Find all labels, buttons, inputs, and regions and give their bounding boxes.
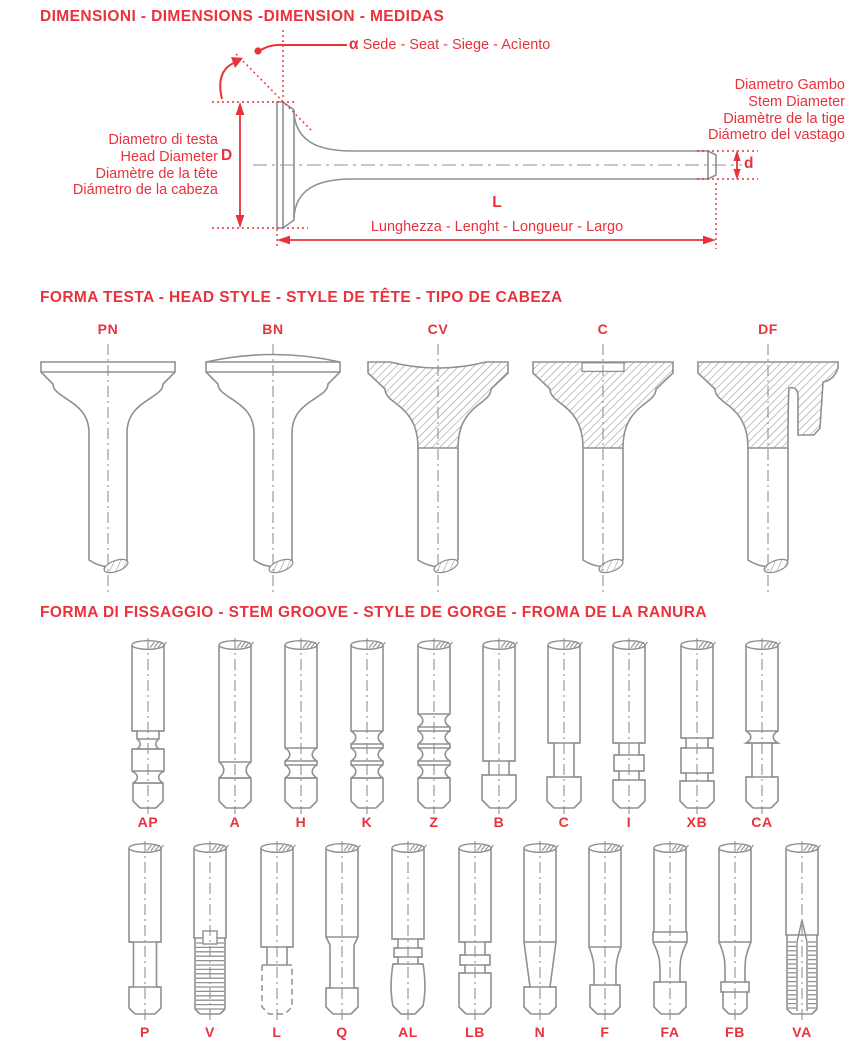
head-diameter-line-3: Diamètre de la tête (95, 165, 218, 182)
groove-label-va: VA (792, 1024, 812, 1040)
groove-label-v: V (205, 1024, 215, 1040)
groove-label-l: L (272, 1024, 282, 1040)
section-title-head-style: FORMA TESTA - HEAD STYLE - STYLE DE TÊTE - TIPO DE CABEZA (40, 289, 563, 306)
groove-label-ca: CA (751, 814, 773, 830)
groove-label-ap: AP (137, 814, 159, 830)
groove-label-lb: LB (465, 1024, 485, 1040)
seat-angle-text: Sede - Seat - Siege - Acìento (362, 37, 551, 53)
groove-label-i: I (626, 814, 632, 830)
seat-angle-arc-arrow (220, 62, 236, 99)
stem-groove-xb-drawing (680, 638, 716, 814)
stem-groove-row2-f-drawing (589, 841, 624, 1020)
groove-label-q: Q (336, 1024, 348, 1040)
stem-groove-row2-fa-drawing (653, 841, 689, 1020)
head-style-bn-drawing (206, 344, 340, 596)
stem-groove-row2-v-drawing (194, 841, 229, 1020)
groove-label-c: C (558, 814, 570, 830)
head-diameter-symbol: D (221, 147, 233, 164)
groove-label-p: P (140, 1024, 150, 1040)
head-style-label-cv: CV (427, 321, 449, 337)
groove-label-h: H (295, 814, 307, 830)
seat-angle-label (349, 37, 550, 54)
length-label: Lunghezza - Lenght - Longueur - Largo (370, 219, 624, 235)
stem-groove-h-drawing (285, 638, 320, 814)
stem-diameter-label (647, 77, 845, 144)
groove-label-al: AL (398, 1024, 418, 1040)
stem-groove-row2-q-drawing (326, 841, 361, 1020)
length-symbol: L (492, 194, 502, 211)
head-style-label-pn: PN (97, 321, 119, 337)
stem-groove-z-drawing (418, 638, 453, 814)
stem-groove-a-drawing (219, 638, 254, 814)
stem-groove-row2-lb-drawing (459, 841, 494, 1020)
head-style-df-drawing (698, 344, 838, 596)
groove-label-xb: XB (686, 814, 708, 830)
stem-groove-row2-p-drawing (129, 841, 164, 1020)
head-style-pn-drawing (41, 344, 175, 596)
head-diameter-label (18, 132, 218, 199)
stem-groove-row2-fb-drawing (719, 841, 754, 1020)
stem-groove-row2-va-drawing (786, 841, 821, 1020)
head-diameter-line-1: Diametro di testa (108, 132, 218, 148)
stem-groove-b-drawing (482, 638, 518, 814)
stem-diameter-symbol: d (744, 155, 754, 172)
head-diameter-line-4: Diámetro de la cabeza (72, 182, 218, 199)
head-style-label-bn: BN (262, 321, 284, 337)
head-style-label-df: DF (758, 321, 778, 337)
groove-label-z: Z (429, 814, 439, 830)
stem-groove-row2-l-drawing (261, 841, 296, 1020)
stem-groove-c-drawing (547, 638, 583, 814)
stem-groove-ap-drawing (132, 638, 167, 814)
groove-label-b: B (493, 814, 505, 830)
stem-groove-row2-al-drawing (391, 841, 426, 1020)
groove-label-fb: FB (725, 1024, 745, 1040)
groove-label-k: K (361, 814, 373, 830)
groove-label-n: N (534, 1024, 546, 1040)
section-title-stem-groove: FORMA DI FISSAGGIO - STEM GROOVE - STYLE DE GORGE - FROMA DE LA RANURA (40, 604, 707, 621)
stem-groove-row2-n-drawing (524, 841, 559, 1020)
alpha-symbol: α (349, 36, 359, 53)
head-style-c-drawing (533, 344, 673, 596)
stem-groove-ca-drawing (746, 638, 781, 814)
groove-label-fa: FA (660, 1024, 680, 1040)
groove-label-a: A (229, 814, 241, 830)
section-title-dimensions: DIMENSIONI - DIMENSIONS -DIMENSION - MEDIDAS (40, 8, 445, 25)
groove-label-f: F (600, 1024, 610, 1040)
stem-diameter-line-4: Diámetro del vastago (707, 127, 845, 144)
stem-groove-k-drawing (351, 638, 386, 814)
stem-diameter-line-2: Stem Diameter (748, 93, 845, 110)
stem-diameter-line-3: Diamètre de la tige (723, 110, 845, 127)
seat-leader-line (259, 45, 347, 51)
head-style-cv-drawing (368, 344, 508, 596)
head-diameter-line-2: Head Diameter (120, 148, 218, 165)
head-style-drawings (41, 344, 838, 596)
stem-groove-i-drawing (613, 638, 648, 814)
head-style-label-c: C (597, 321, 609, 337)
stem-diameter-line-1: Diametro Gambo (734, 77, 845, 93)
